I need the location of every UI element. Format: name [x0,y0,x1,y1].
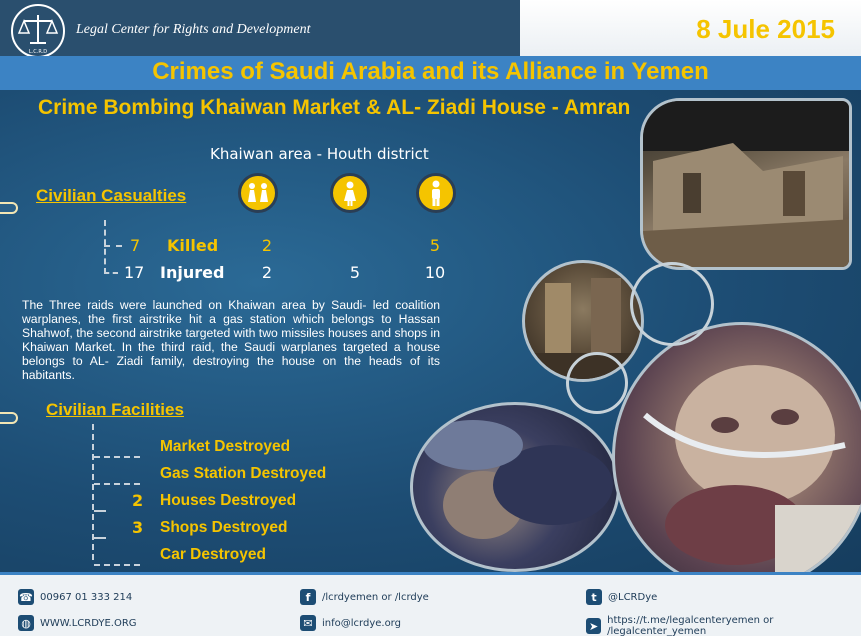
facility-item: Houses Destroyed [160,492,297,509]
tree-branch [94,564,140,566]
twitter-text[interactable]: @LCRDye [608,591,658,603]
main-panel [0,90,861,572]
globe-icon: ◍ [18,615,34,631]
tree-branch [104,272,118,274]
org-name: Legal Center for Rights and Development [76,22,311,37]
main-title: Crimes of Saudi Arabia and its Alliance in Yemen [152,58,709,85]
facility-count: 3 [132,518,144,537]
email-icon: ✉ [300,615,316,631]
facility-count: 2 [132,491,144,510]
killed-men: 5 [429,236,441,255]
facebook-text[interactable]: /lcrdyemen or /lcrdye [322,591,429,603]
header-band [0,0,861,62]
tree-branch [94,537,106,539]
facebook-icon: f [300,589,316,605]
photo-injured-child [612,322,861,572]
tree-line [92,424,94,560]
section-marker [0,202,18,214]
injured-total: 17 [124,263,145,282]
children-icon [238,173,278,213]
footer-website[interactable] [18,615,137,631]
title-bar [0,56,861,90]
tree-branch [94,456,140,458]
facility-item: Market Destroyed [160,438,291,455]
photo-victim [410,402,620,572]
telegram-icon: ➤ [586,618,601,634]
man-icon [416,173,456,213]
footer-facebook[interactable] [300,589,429,605]
website-text[interactable]: WWW.LCRDYE.ORG [40,617,137,629]
killed-total: 7 [130,236,141,255]
injured-children: 2 [261,263,273,282]
footer [0,572,861,636]
section-marker [0,412,18,424]
incident-description: The Three raids were launched on Khaiwan area by Saudi- led coalition warplanes, the first airstrike hit a gas station which belongs to Hassan Shahwof, the second airstrike targeted with two missiles houses and shops in Khaiwan Market. In the third raid, the Saudi warplanes targeted a house belongs to AL- Ziadi family, destroying the house on the heads of its habitants. [22,298,440,382]
killed-children: 2 [261,236,273,255]
crime-title: Crime Bombing Khaiwan Market & AL- Ziadi House - Amran [38,96,631,119]
report-date: 8 Jule 2015 [696,14,835,44]
tree-line [104,220,106,274]
footer-phone [18,589,132,605]
facility-item: Car Destroyed [160,546,266,563]
tree-branch [94,483,140,485]
telegram-text[interactable]: https://t.me/legalcenteryemen or /legalcenter_yemen [607,615,774,636]
casualties-heading: Civilian Casualties [36,186,187,205]
tree-branch [104,245,122,247]
injured-label: Injured [160,263,225,282]
twitter-icon: t [586,589,602,605]
facility-item: Shops Destroyed [160,519,288,536]
footer-telegram[interactable] [586,615,861,636]
tree-branch [94,510,106,512]
photo-damaged-building [640,98,852,270]
facility-item: Gas Station Destroyed [160,465,327,482]
phone-text: 00967 01 333 214 [40,591,133,603]
footer-twitter[interactable] [586,589,657,605]
phone-icon: ☎ [19,590,33,604]
lcrd-logo-icon [10,3,66,59]
injured-men: 10 [424,263,446,282]
email-text[interactable]: info@lcrdye.org [322,617,401,629]
decorative-ring [566,352,628,414]
killed-label: Killed [167,236,219,255]
facilities-heading: Civilian Facilities [46,400,184,419]
injured-women: 5 [349,263,361,282]
area-label: Khaiwan area - Houth district [210,145,429,163]
woman-icon [330,173,370,213]
footer-email[interactable] [300,615,401,631]
decorative-ring [630,262,714,346]
svg-text:L.C.R.D: L.C.R.D [28,49,48,55]
